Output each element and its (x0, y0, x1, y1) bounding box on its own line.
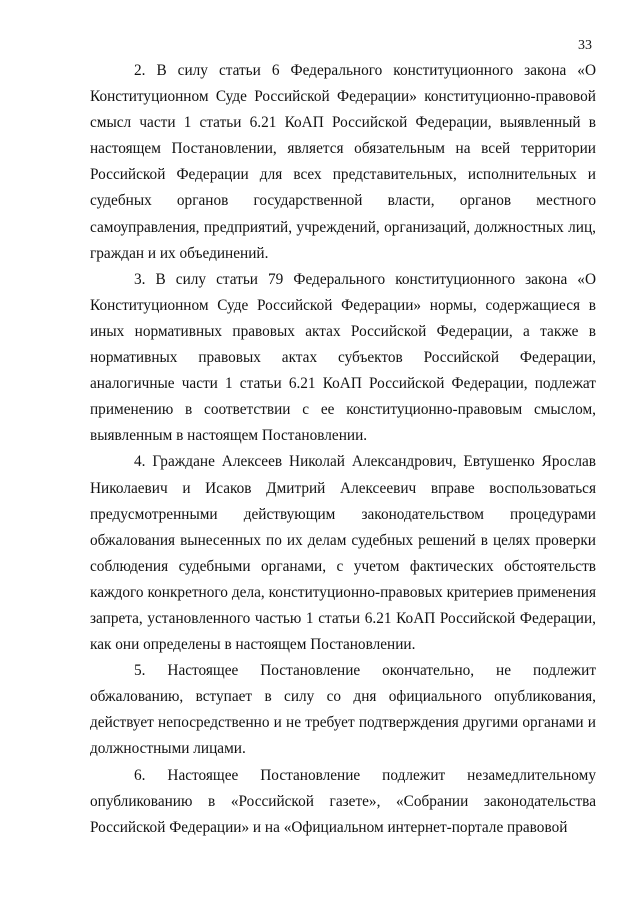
document-body (90, 58, 596, 841)
paragraph-6: 6. Настоящее Постановление подлежит незамедлительному опубликованию в «Российской газете», «Собрании законодательства Российской Федерации» и на «Официальном интернет-портале правовой (90, 766, 596, 836)
page-number: 33 (578, 38, 592, 53)
paragraph-4: 4. Граждане Алексеев Николай Александрович, Евтушенко Ярослав Николаевич и Исаков Дмитрий Алексеевич вправе воспользоваться предусмотренными действующим законодательством процедурами обжалования вынесенных по их делам судебных решений в целях проверки соблюдения судебными органами, с учетом фактических обстоятельств каждого конкретного дела, конституционно-правовых критериев применения запрета, установленного частью 1 статьи 6.21 КоАП Российской Федерации, как они определены в настоящем Постановлении. (90, 453, 596, 654)
paragraph-3: 3. В силу статьи 79 Федерального конституционного закона «О Конституционном Суде Российской Федерации» нормы, содержащиеся в иных нормативных правовых актах Российской Федерации, а также в нормативных правовых актах субъектов Российской Федерации, аналогичные части 1 статьи 6.21 КоАП Российской Федерации, подлежат применению в соответствии с ее конституционно-правовым смыслом, выявленным в настоящем Постановлении. (90, 270, 596, 445)
paragraph-2: 2. В силу статьи 6 Федерального конституционного закона «О Конституционном Суде Российской Федерации» конституционно-правовой смысл части 1 статьи 6.21 КоАП Российской Федерации, выявленный в настоящем Постановлении, является обязательным на всей территории Российской Федерации для всех представительных, исполнительных и судебных органов государственной власти, органов местного самоуправления, предприятий, учреждений, организаций, должностных лиц, граждан и их объединений. (90, 62, 596, 262)
paragraph-5: 5. Настоящее Постановление окончательно, не подлежит обжалованию, вступает в силу со дня официального опубликования, действует непосредственно и не требует подтверждения другими органами и должностными лицами. (90, 662, 596, 758)
